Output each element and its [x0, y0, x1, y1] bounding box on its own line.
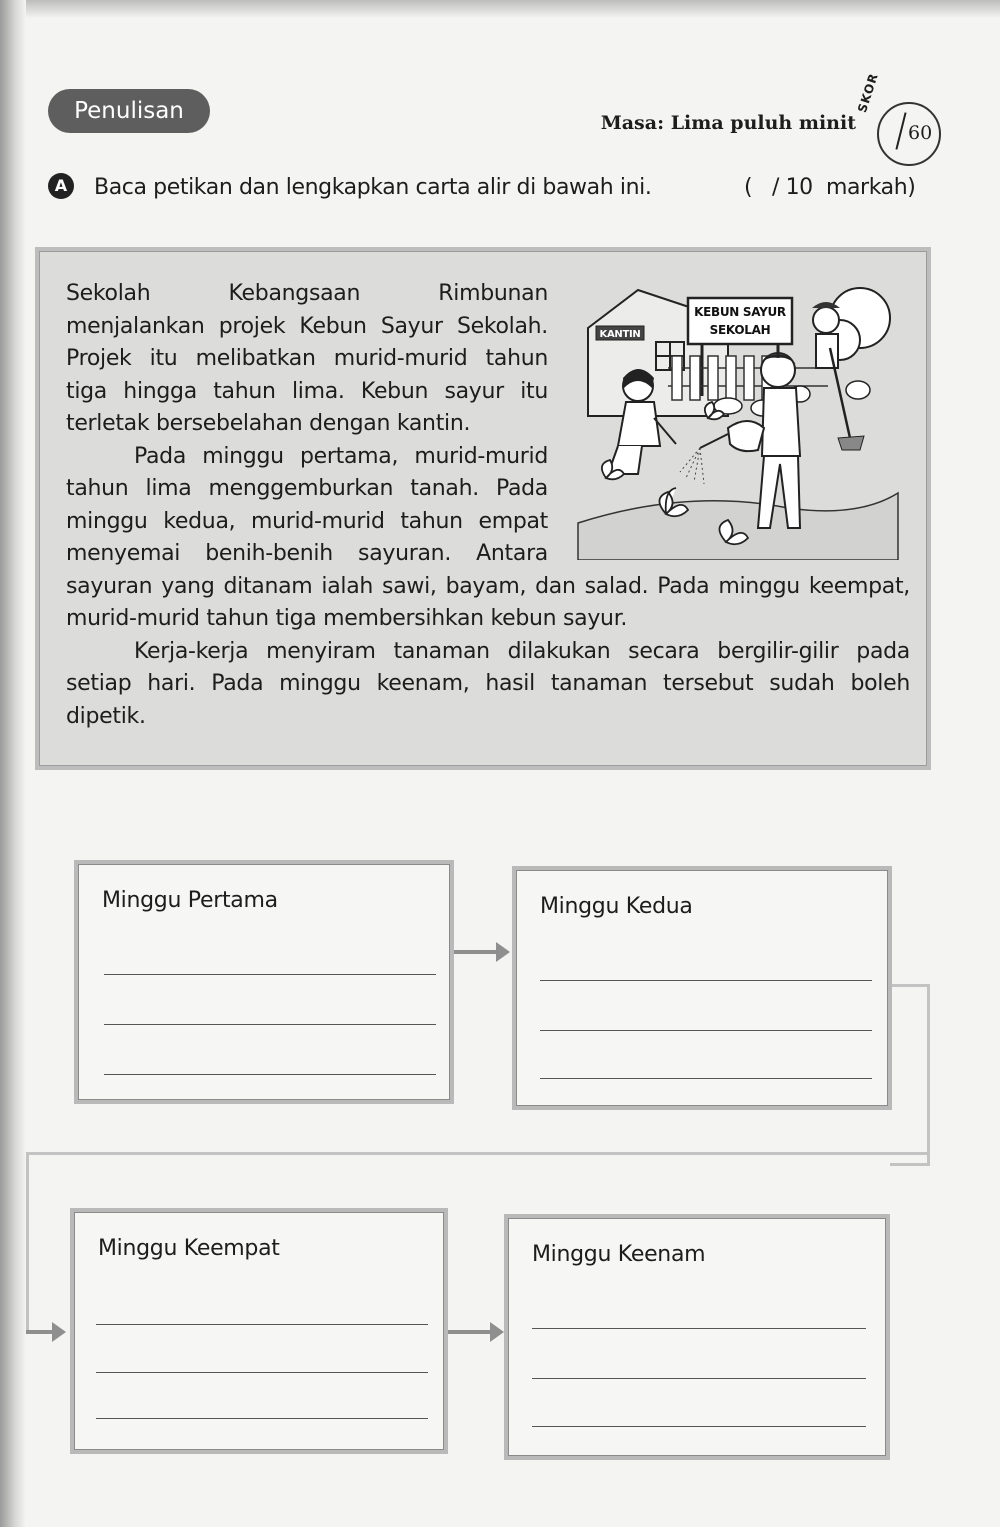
flow-connector-top [890, 984, 930, 1166]
flow-box-title: Minggu Keempat [98, 1236, 280, 1261]
garden-sign-line1: KEBUN SAYUR [694, 305, 786, 319]
answer-line[interactable] [540, 1030, 872, 1031]
answer-line[interactable] [96, 1372, 428, 1373]
answer-line[interactable] [96, 1418, 428, 1419]
answer-line[interactable] [104, 974, 436, 975]
passage-paragraph-1: Sekolah Kebangsaan Rimbunan menjalankan projek Kebun Sayur Sekolah. Projek itu melibatkan murid-murid tahun tiga hingga tahun lima. Kebun sayur itu terletak bersebelahan dengan kantin. [66, 281, 548, 436]
flow-arrow-3-line [444, 1330, 494, 1334]
answer-line[interactable] [104, 1024, 436, 1025]
flow-box-week-2 [512, 866, 892, 1110]
page-top-edge [26, 0, 1000, 18]
flow-arrow-2-head [52, 1322, 66, 1342]
answer-line[interactable] [96, 1324, 428, 1325]
canteen-sign-text: KANTIN [599, 329, 641, 340]
flow-box-title: Minggu Keenam [532, 1242, 706, 1267]
garden-sign-line2: SEKOLAH [709, 323, 771, 337]
garden-illustration [568, 278, 910, 560]
flow-box-title: Minggu Pertama [102, 888, 278, 913]
flow-box-week-6 [504, 1214, 890, 1460]
question-marks: ( / 10 markah) [744, 175, 916, 200]
passage-paragraph-2: Pada minggu pertama, murid-murid tahun lima menggemburkan tanah. Pada minggu kedua, murid-murid tahun empat menyemai benih-benih sayuran. Antara sayuran yang ditanam ialah sawi, bayam, dan salad. Pada minggu keempat, murid-murid tahun tiga membersihkan kebun sayur. [66, 443, 910, 631]
score-label: SKOR [855, 71, 881, 115]
flow-arrow-1-line [452, 950, 500, 954]
flow-box-title: Minggu Kedua [540, 894, 693, 919]
flow-connector-mid [26, 1152, 928, 1155]
flow-arrow-1-head [496, 942, 510, 962]
duration-label: Masa: Lima puluh minit [600, 112, 856, 134]
question-instruction: Baca petikan dan lengkapkan carta alir di bawah ini. [94, 175, 652, 200]
flow-arrow-3-head [490, 1322, 504, 1342]
passage-paragraph-3: Kerja-kerja menyiram tanaman dilakukan secara bergilir-gilir pada setiap hari. Pada minggu keenam, hasil tanaman tersebut sudah boleh dipetik. [66, 638, 910, 729]
page-edge-shadow [0, 0, 26, 1527]
answer-line[interactable] [532, 1426, 866, 1427]
score-total: 60 [908, 122, 933, 144]
flow-box-week-4 [70, 1208, 448, 1454]
answer-line[interactable] [104, 1074, 436, 1075]
flow-connector-left [26, 1152, 29, 1332]
section-badge: Penulisan [48, 89, 210, 133]
answer-line[interactable] [532, 1378, 866, 1379]
answer-line[interactable] [532, 1328, 866, 1329]
question-letter-badge: A [48, 173, 74, 199]
answer-line[interactable] [540, 1078, 872, 1079]
passage-text [66, 278, 910, 733]
answer-line[interactable] [540, 980, 872, 981]
flow-box-week-1 [74, 860, 454, 1104]
